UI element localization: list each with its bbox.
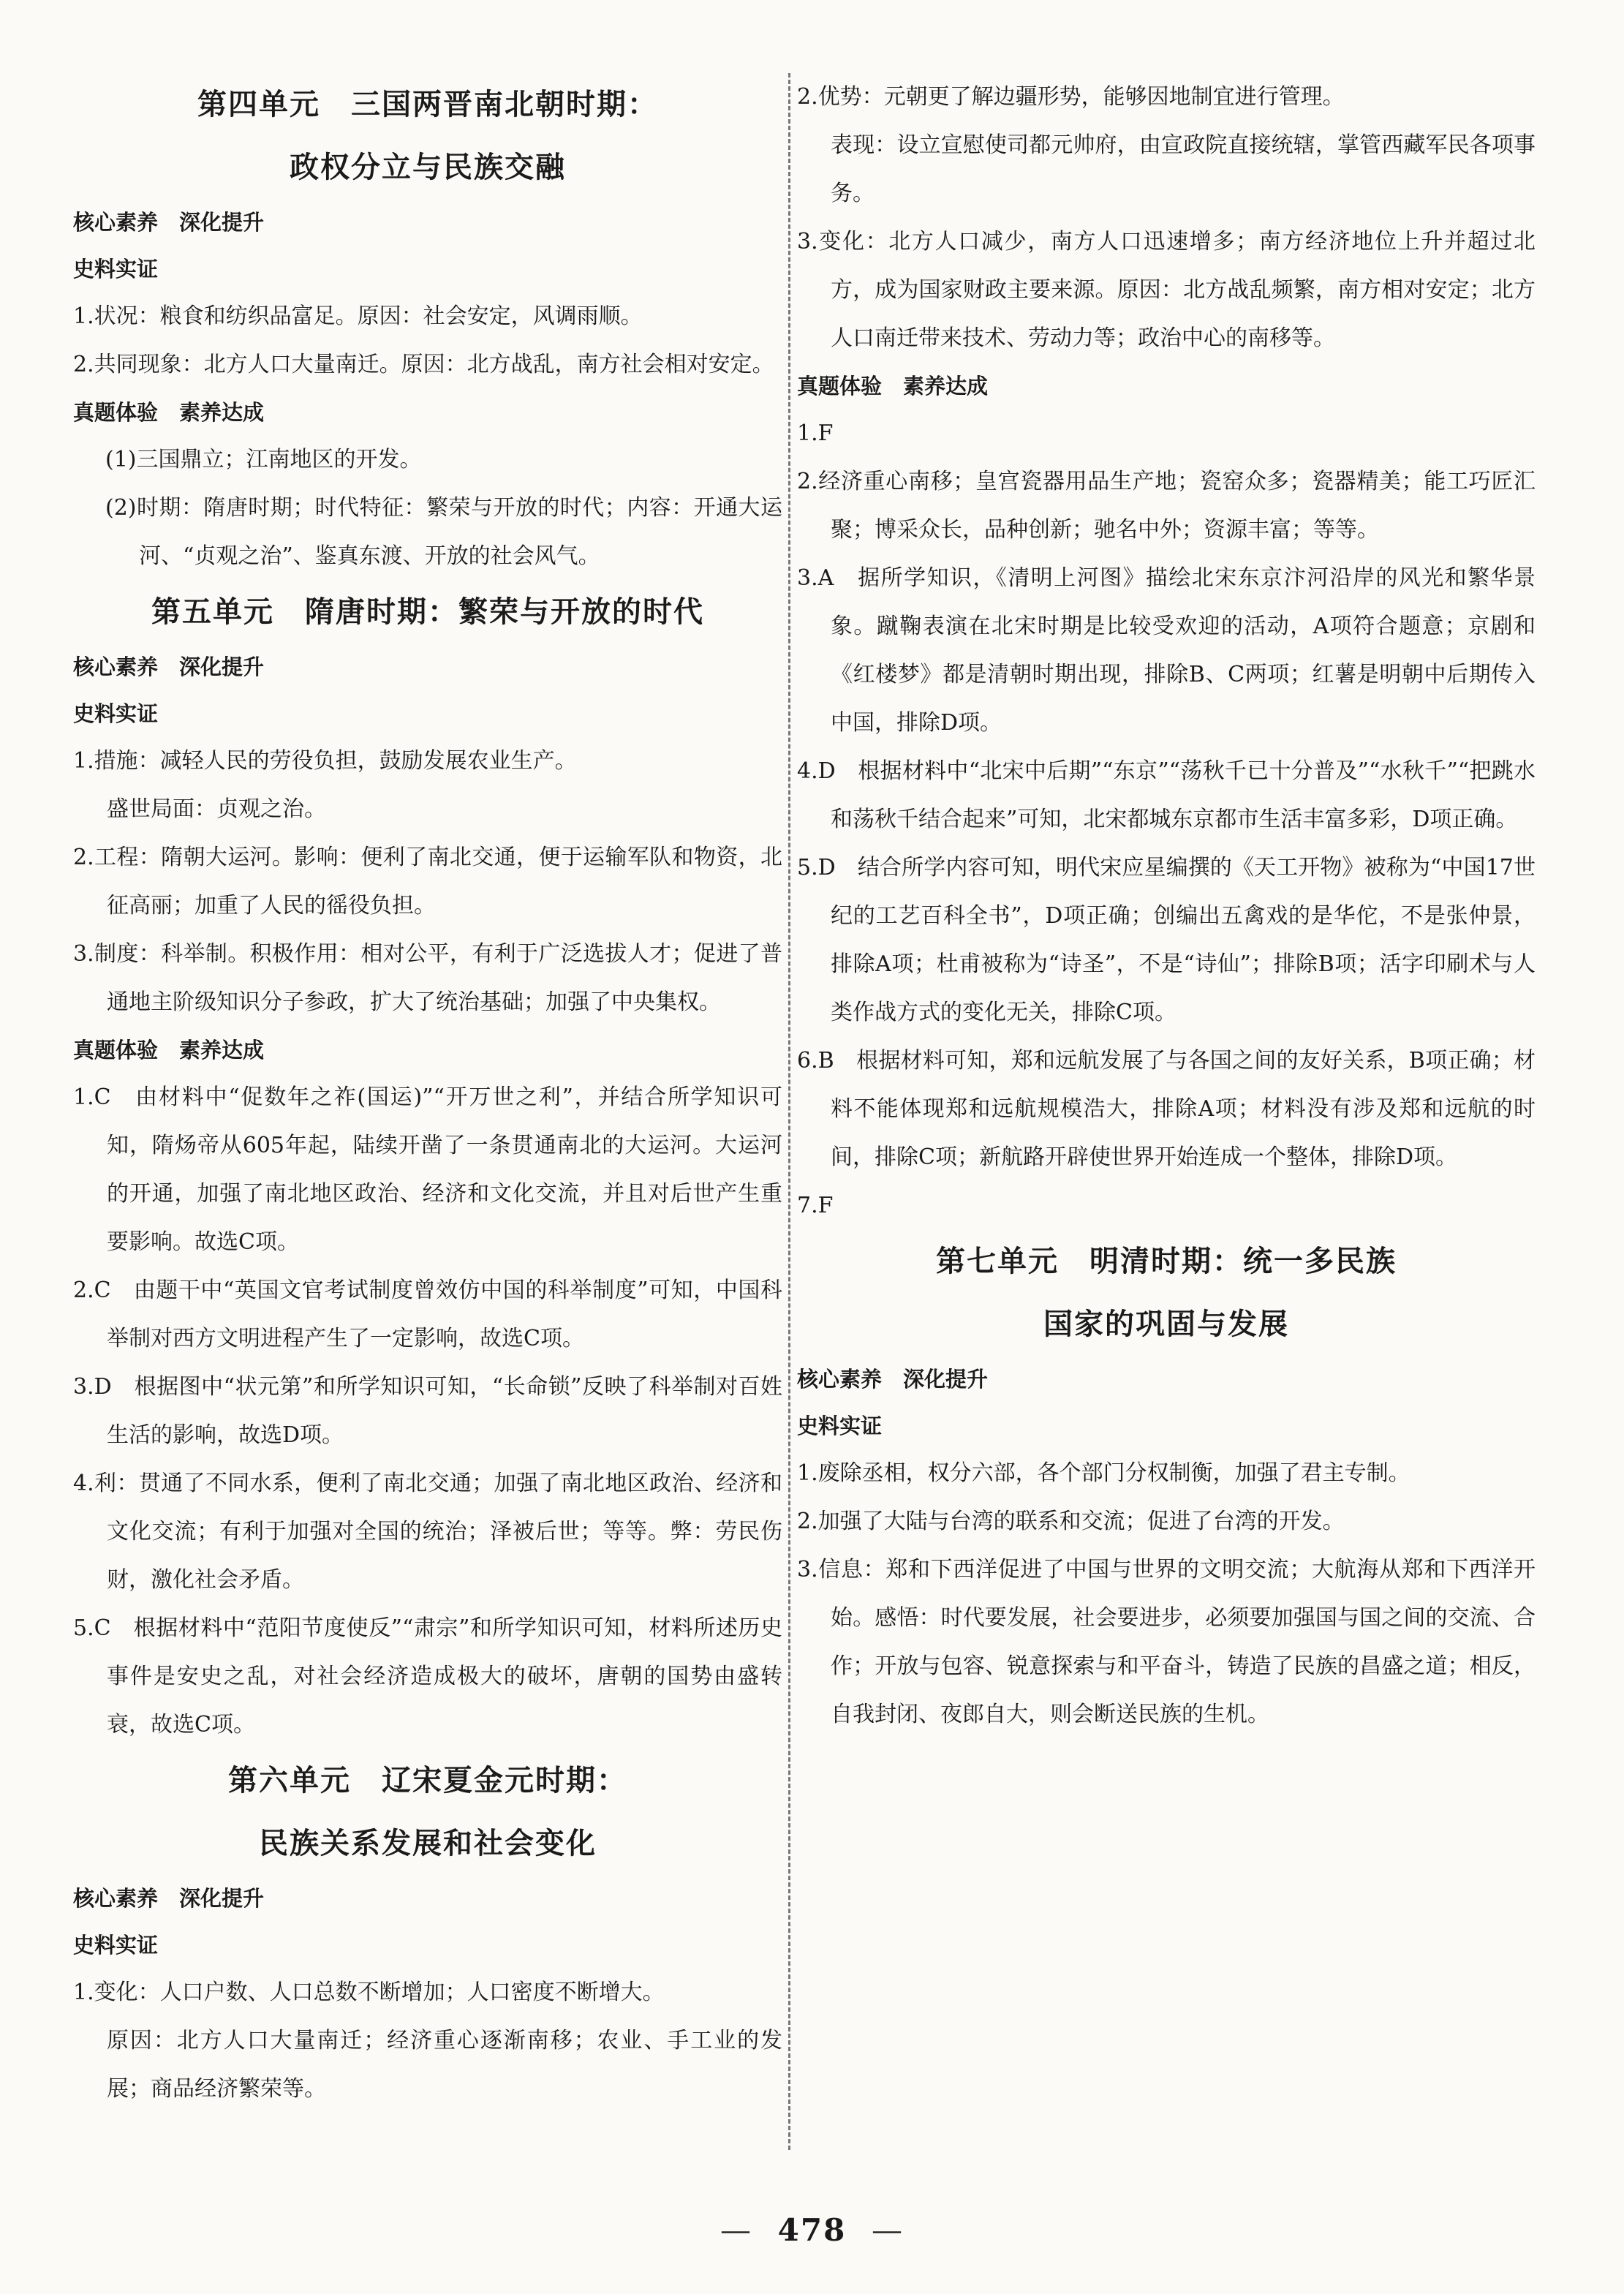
- unit6-answer-2: 2.优势：元朝更了解边疆形势，能够因地制宜进行管理。: [797, 84, 1345, 110]
- right-column: [797, 73, 1536, 1739]
- unit6-exam-answer-5: 5.D 结合所学内容可知，明代宋应星编撰的《天工开物》被称为“中国17世纪的工艺百科全书”，D项正确；创编出五禽戏的是华佗，不是张仲景，排除A项；杜甫被称为“诗圣”，不是“诗仙”；排除B项；活字印刷术与人类作战方式的变化无关，排除C项。: [797, 855, 1536, 1025]
- unit4-answer-1: 1.状况：粮食和纺织品富足。原因：社会安定，风调雨顺。: [73, 303, 643, 329]
- unit5-answer-3: 3.制度：科举制。积极作用：相对公平，有利于广泛选拔人才；促进了普通地主阶级知识分子参政，扩大了统治基础；加强了中央集权。: [73, 941, 782, 1015]
- unit6-exam-answer-2: 2.经济重心南移；皇宫瓷器用品生产地；瓷窑众多；瓷器精美；能工巧匠汇聚；博采众长，品种创新；驰名中外；资源丰富；等等。: [797, 469, 1536, 543]
- unit6-exam-answer-1: 1.F: [797, 420, 834, 446]
- unit4-exam-answer-1: (1)三国鼎立；江南地区的开发。: [105, 447, 422, 472]
- left-column: [73, 73, 782, 2113]
- unit4-exam-answer-2: (2)时期：隋唐时期；时代特征：繁荣与开放的时代；内容：开通大运河、“贞观之治”、鉴真东渡、开放的社会风气。: [105, 495, 782, 569]
- unit6-title-line1: 第六单元 辽宋夏金元时期：: [228, 1764, 627, 1797]
- page-footer: [0, 2212, 1624, 2248]
- unit6-heading-exam: 真题体验 素养达成: [797, 374, 989, 399]
- unit6-answer-1: 1.变化：人口户数、人口总数不断增加；人口密度不断增大。: [73, 1980, 665, 2005]
- unit7-answer-3: 3.信息：郑和下西洋促进了中国与世界的文明交流；大航海从郑和下西洋开始。感悟：时代要发展，社会要进步，必须要加强国与国之间的交流、合作；开放与包容、锐意探索与和平奋斗，铸造了民族的昌盛之道；相反，自我封闭、夜郎自大，则会断送民族的生机。: [797, 1557, 1536, 1727]
- unit4-heading-evidence: 史料实证: [73, 257, 159, 282]
- unit5-exam-answer-5: 5.C 根据材料中“范阳节度使反”“肃宗”和所学知识可知，材料所述历史事件是安史之乱，对社会经济造成极大的破坏，唐朝的国势由盛转衰，故选C项。: [73, 1615, 782, 1738]
- unit5-exam-answer-1: 1.C 由材料中“促数年之祚(国运)”“开万世之利”，并结合所学知识可知，隋炀帝从605年起，陆续开凿了一条贯通南北的大运河。大运河的开通，加强了南北地区政治、经济和文化交流，并且对后世产生重要影响。故选C项。: [73, 1084, 782, 1255]
- column-divider: [788, 73, 790, 2150]
- unit7-heading-evidence: 史料实证: [797, 1414, 883, 1438]
- unit6-answer-1b: 原因：北方人口大量南迁；经济重心逐渐南移；农业、手工业的发展；商品经济繁荣等。: [107, 2028, 782, 2102]
- unit6-heading-core: 核心素养 深化提升: [73, 1886, 265, 1911]
- unit5-exam-answer-2: 2.C 由题干中“英国文官考试制度曾效仿中国的科举制度”可知，中国科举制对西方文明进程产生了一定影响，故选C项。: [73, 1278, 782, 1351]
- unit5-heading-evidence: 史料实证: [73, 701, 159, 726]
- unit5-heading-exam: 真题体验 素养达成: [73, 1038, 265, 1063]
- unit7-title-line1: 第七单元 明清时期：统一多民族: [936, 1245, 1397, 1278]
- unit6-exam-answer-3: 3.A 据所学知识，《清明上河图》描绘北宋东京汴河沿岸的风光和繁华景象。蹴鞠表演在北宋时期是比较受欢迎的活动，A项符合题意；京剧和《红楼梦》都是清朝时期出现，排除B、C两项；红薯是明朝中后期传入中国，排除D项。: [797, 565, 1536, 736]
- unit4-answer-2: 2.共同现象：北方人口大量南迁。原因：北方战乱，南方社会相对安定。: [73, 352, 774, 377]
- unit5-answer-2: 2.工程：隋朝大运河。影响：便利了南北交通，便于运输军队和物资，北征高丽；加重了人民的徭役负担。: [73, 845, 782, 918]
- unit6-heading-evidence: 史料实证: [73, 1933, 159, 1958]
- footer-dash-left: —: [720, 2212, 753, 2248]
- unit4-title-line2: 政权分立与民族交融: [290, 151, 566, 184]
- unit6-exam-answer-7: 7.F: [797, 1193, 834, 1218]
- unit4-title-line1: 第四单元 三国两晋南北朝时期：: [197, 88, 658, 121]
- unit4-heading-exam: 真题体验 素养达成: [73, 400, 265, 425]
- page-number: 478: [777, 2212, 847, 2248]
- unit4-heading-core: 核心素养 深化提升: [73, 210, 265, 235]
- unit6-answer-3: 3.变化：北方人口减少，南方人口迅速增多；南方经济地位上升并超过北方，成为国家财政主要来源。原因：北方战乱频繁，南方相对安定；北方人口南迁带来技术、劳动力等；政治中心的南移等。: [797, 229, 1536, 351]
- unit6-answer-2b: 表现：设立宣慰使司都元帅府，由宣政院直接统辖，掌管西藏军民各项事务。: [831, 132, 1536, 206]
- footer-dash-right: —: [871, 2212, 904, 2248]
- unit5-heading-core: 核心素养 深化提升: [73, 654, 265, 679]
- unit5-exam-answer-3: 3.D 根据图中“状元第”和所学知识可知，“长命锁”反映了科举制对百姓生活的影响，故选D项。: [73, 1374, 782, 1448]
- unit5-answer-1: 1.措施：减轻人民的劳役负担，鼓励发展农业生产。: [73, 748, 577, 774]
- unit5-title: 第五单元 隋唐时期：繁荣与开放的时代: [151, 595, 704, 629]
- unit5-answer-1b: 盛世局面：贞观之治。: [107, 796, 326, 822]
- unit7-answer-1: 1.废除丞相，权分六部，各个部门分权制衡，加强了君主专制。: [797, 1460, 1410, 1486]
- unit6-exam-answer-4: 4.D 根据材料中“北宋中后期”“东京”“荡秋千已十分普及”“水秋千”“把跳水和荡秋千结合起来”可知，北宋都城东京都市生活丰富多彩，D项正确。: [797, 758, 1536, 832]
- unit6-title-line2: 民族关系发展和社会变化: [259, 1827, 597, 1860]
- unit7-heading-core: 核心素养 深化提升: [797, 1367, 989, 1392]
- unit7-answer-2: 2.加强了大陆与台湾的联系和交流；促进了台湾的开发。: [797, 1509, 1345, 1534]
- unit6-exam-answer-6: 6.B 根据材料可知，郑和远航发展了与各国之间的友好关系，B项正确；材料不能体现郑和远航规模浩大，排除A项；材料没有涉及郑和远航的时间，排除C项；新航路开辟使世界开始连成一个整体，排除D项。: [797, 1048, 1536, 1170]
- unit5-exam-answer-4: 4.利：贯通了不同水系，便利了南北交通；加强了南北地区政治、经济和文化交流；有利于加强对全国的统治；泽被后世；等等。弊：劳民伤财，激化社会矛盾。: [73, 1471, 782, 1593]
- unit7-title-line2: 国家的巩固与发展: [1043, 1308, 1289, 1341]
